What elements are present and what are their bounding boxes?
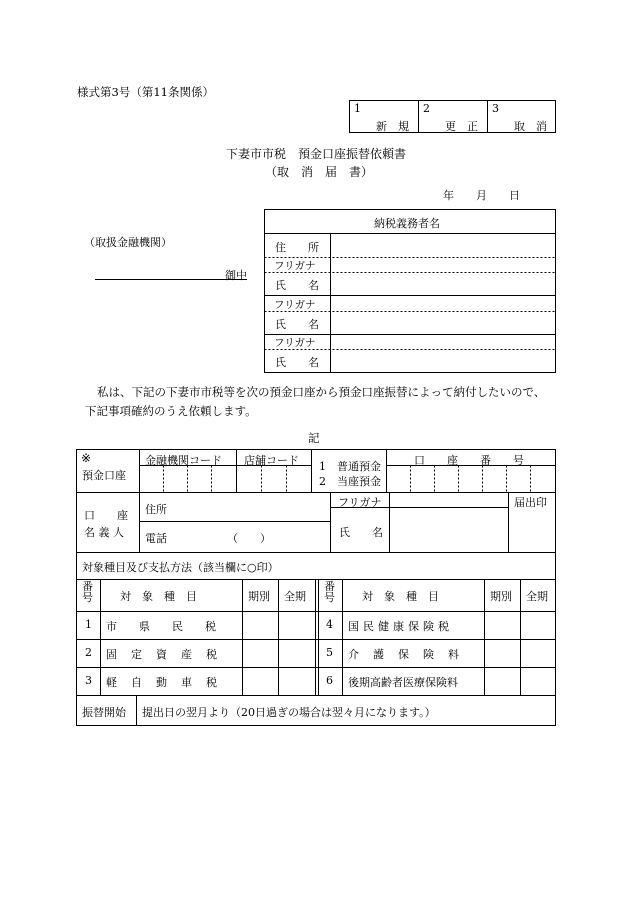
date-field[interactable]: 年 月 日 [443, 189, 520, 202]
tax-item-5: 介護保険料 [348, 648, 473, 661]
tax-item-1: 市県民税 [106, 620, 238, 633]
start-label: 振替開始 [82, 706, 126, 719]
tax-item-3: 軽自動車税 [106, 676, 231, 689]
tax-header-number-right: 番号 [324, 580, 335, 604]
intro-line-2: 下記事項確約のうえ依頼します。 [85, 404, 257, 418]
taxpayer-furigana-label-3: フリガナ [274, 337, 316, 349]
document-subtitle: （取 消 届 書） [265, 165, 374, 179]
ki-label: 記 [308, 431, 320, 445]
account-number-label: 口 座 番 号 [414, 454, 524, 467]
tax-section-label: 対象種目及び支払方法（該当欄に○印） [82, 561, 279, 574]
form-number: 様式第3号（第11条関係） [77, 85, 214, 99]
option-2-number: 2 [423, 102, 430, 115]
taxpayer-header: 納税義務者名 [374, 217, 440, 230]
onchu-label: 御中 [225, 269, 247, 282]
tax-header-full-left: 全期 [284, 590, 306, 603]
tax-no-4: 4 [326, 618, 333, 631]
holder-phone-label: 電話 [145, 532, 167, 545]
holder-address-label: 住所 [145, 503, 167, 516]
tax-no-3: 3 [85, 674, 92, 687]
tax-header-item-left: 対 象 種 目 [120, 590, 197, 603]
tax-header-item-right: 対 象 種 目 [362, 590, 439, 603]
option-1-label[interactable]: 新 規 [376, 120, 409, 133]
tax-item-6: 後期高齢者医療保険料 [348, 676, 458, 689]
tax-header-period-left: 期別 [248, 590, 270, 603]
account-type-ordinary[interactable]: 1 普通預金 [319, 460, 381, 473]
tax-header-number-left: 番号 [82, 580, 93, 604]
option-3-number: 3 [492, 102, 499, 115]
tax-header-period-right: 期別 [490, 590, 512, 603]
tax-item-4: 国民健康保険税 [348, 620, 453, 633]
account-mark: ※ [81, 451, 92, 465]
holder-phone-paren: （ ） [227, 532, 271, 545]
seal-label: 届出印 [514, 496, 547, 509]
taxpayer-furigana-label-1: フリガナ [274, 260, 316, 272]
branch-code-label: 店舗コード [244, 454, 299, 467]
holder-name-label: 氏 名 [339, 526, 383, 539]
option-2-label[interactable]: 更 正 [445, 120, 478, 133]
document-title: 下妻市市税 預金口座振替依頼書 [226, 147, 407, 161]
taxpayer-address-label: 住 所 [275, 241, 319, 254]
holder-furigana-label: フリガナ [338, 496, 382, 509]
tax-header-full-right: 全期 [526, 590, 548, 603]
taxpayer-name-label-2: 氏 名 [275, 318, 319, 331]
start-text: 提出日の翌月より（20日過ぎの場合は翌々月になります。） [142, 706, 436, 719]
bank-label: （取扱金融機関） [84, 236, 172, 249]
holder-label-1: 口 座 [84, 509, 128, 522]
account-type-current[interactable]: 2 当座預金 [319, 475, 381, 488]
bank-code-label: 金融機関コード [145, 454, 222, 467]
option-1-number: 1 [354, 102, 361, 115]
taxpayer-name-label-1: 氏 名 [275, 279, 319, 292]
intro-line-1: 私は、下記の下妻市市税等を次の預金口座から預金口座振替によって納付したいので、 [97, 385, 546, 399]
option-3-label[interactable]: 取 消 [514, 120, 547, 133]
tax-no-1: 1 [85, 618, 92, 631]
account-label: 預金口座 [82, 469, 126, 482]
taxpayer-furigana-label-2: フリガナ [274, 299, 316, 311]
tax-no-2: 2 [85, 646, 92, 659]
tax-no-5: 5 [326, 646, 333, 659]
tax-no-6: 6 [326, 674, 333, 687]
tax-item-2: 固定資産税 [106, 648, 231, 661]
holder-label-2: 名 義 人 [84, 526, 124, 539]
taxpayer-name-label-3: 氏 名 [275, 356, 319, 369]
